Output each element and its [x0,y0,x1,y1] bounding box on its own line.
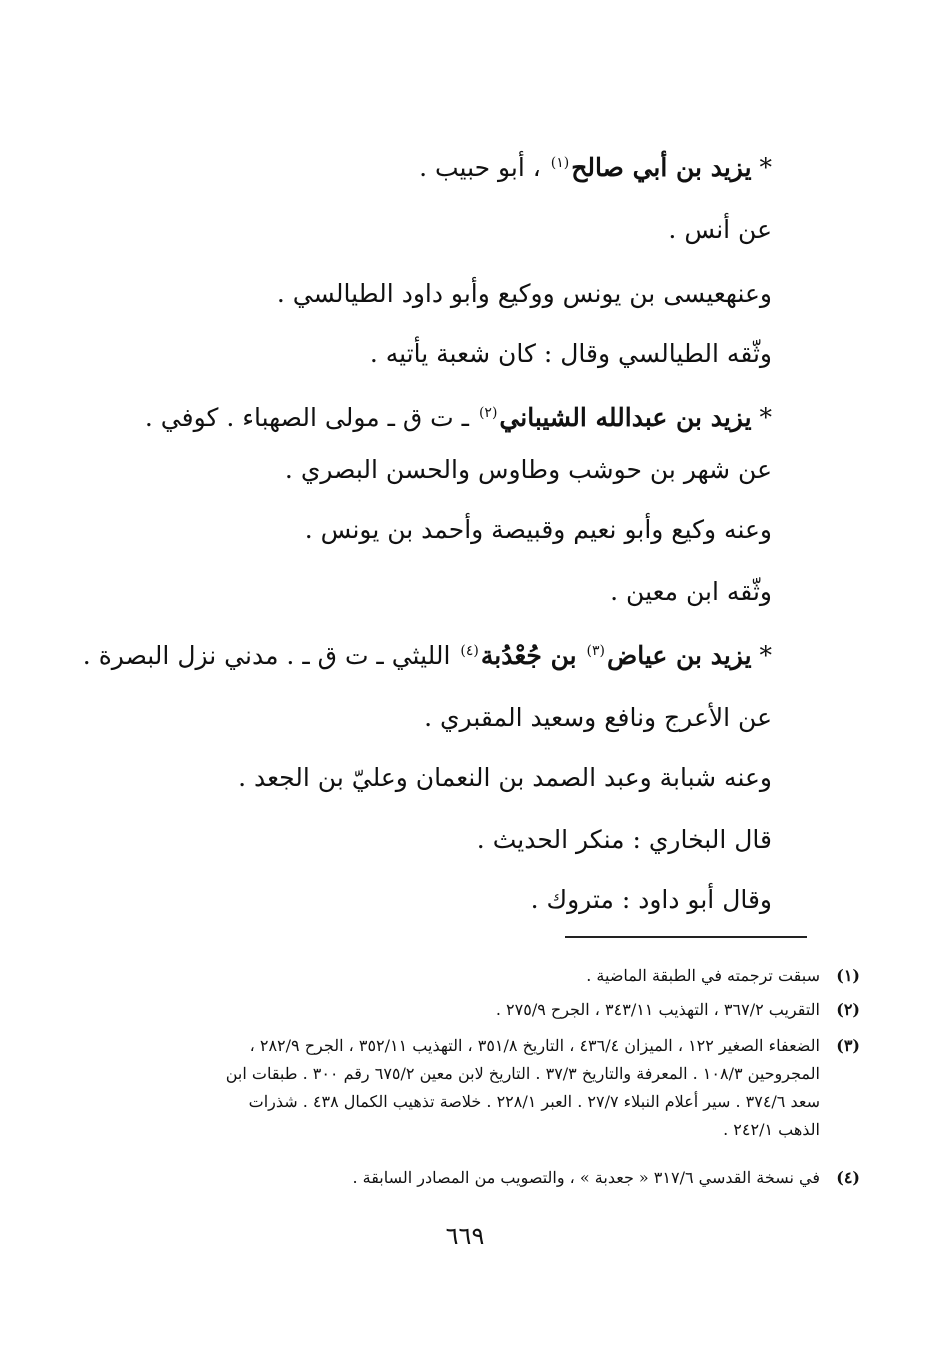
entry-line: قال البخاري : منكر الحديث . [476,825,772,854]
footnote-text: سبقت ترجمته في الطبقة الماضية . [586,966,820,985]
footnote-text-line: سعد ٣٧٤/٦ . سير أعلام النبلاء ٢٧/٧ . العبر ٢٢٨/١ . خلاصة تذهيب الكمال ٤٣٨ . شذرات [248,1092,820,1111]
footnote-text: التقريب ٣٦٧/٢ ، التهذيب ٣٤٣/١١ ، الجرح ٢٧٥/٩ . [495,1000,820,1019]
entry-heading [132,150,772,186]
footnote-divider [565,936,807,938]
entry-rest: ـ ت ق ـ مولى الصهباء . كوفي . [144,403,469,432]
footnote [140,1032,860,1144]
footnote-text-line: المجروحين ١٠٨/٣ . المعرفة والتاريخ ٣٧/٣ . التاريخ لابن معين ٦٧٥/٢ رقم ٣٠٠ . طبقات ابن [225,1064,820,1083]
entry-star: * [759,153,772,182]
entry-line: عن الأعرج ونافع وسعيد المقبري . [424,703,772,732]
entry-star: * [759,403,772,432]
footnote-text: في نسخة القدسي ٣١٧/٦ « جعدبة » ، والتصويب من المصادر السابقة . [352,1168,820,1187]
entry-name-part2: بن جُعْدُبة [480,641,577,670]
entry-line: وثّقه الطيالسي وقال : كان شعبة يأتيه . [369,339,772,368]
footnote-ref: (٤) [460,642,479,659]
entry-line: وقال أبو داود : متروك . [530,885,772,914]
entry-line: وعنه وكيع وأبو نعيم وقبيصة وأحمد بن يونس . [304,515,772,544]
entry-name: يزيد بن أبي صالح [571,153,752,182]
entry-heading [82,638,772,674]
footnote-ref: (٣) [586,642,606,659]
footnote-text-line: الضعفاء الصغير ١٢٢ ، الميزان ٤٣٦/٤ ، التاريخ ٣٥١/٨ ، التهذيب ٣٥٢/١١ ، الجرح ٢٨٢/٩ ، [249,1036,820,1055]
entry-line: عن شهر بن حوشب وطاوس والحسن البصري . [284,455,772,484]
footnote-ref: (٢) [478,404,498,421]
footnote-ref: (١) [550,154,570,171]
footnote-number: (٢) [836,1000,860,1019]
entry-rest: الليثي ـ ت ق ـ . مدني نزل البصرة . [82,641,451,670]
footnote [140,996,860,1024]
footnote-number: (٣) [836,1036,860,1055]
footnote [140,962,860,990]
entry-name: يزيد بن عبدالله الشيباني [499,403,752,432]
page-number: ٦٦٩ [445,1222,485,1250]
entry-line: وعنهعيسى بن يونس ووكيع وأبو داود الطيالسي . [276,279,772,308]
entry-rest: ، أبو حبيب . [419,153,541,182]
entry-star: * [759,641,772,670]
entry-line: عن أنس . [668,215,772,244]
footnote [140,1164,860,1192]
entry-line: وعنه شبابة وعبد الصمد بن النعمان وعليّ بن الجعد . [238,763,772,792]
entry-name: يزيد بن عياض [607,641,752,670]
footnote-number: (٤) [836,1168,860,1187]
footnote-number: (١) [836,966,860,985]
footnote-text-line: الذهب ٢٤٢/١ . [723,1120,820,1139]
entry-heading [132,400,772,436]
entry-line: وثّقه ابن معين . [610,577,772,606]
